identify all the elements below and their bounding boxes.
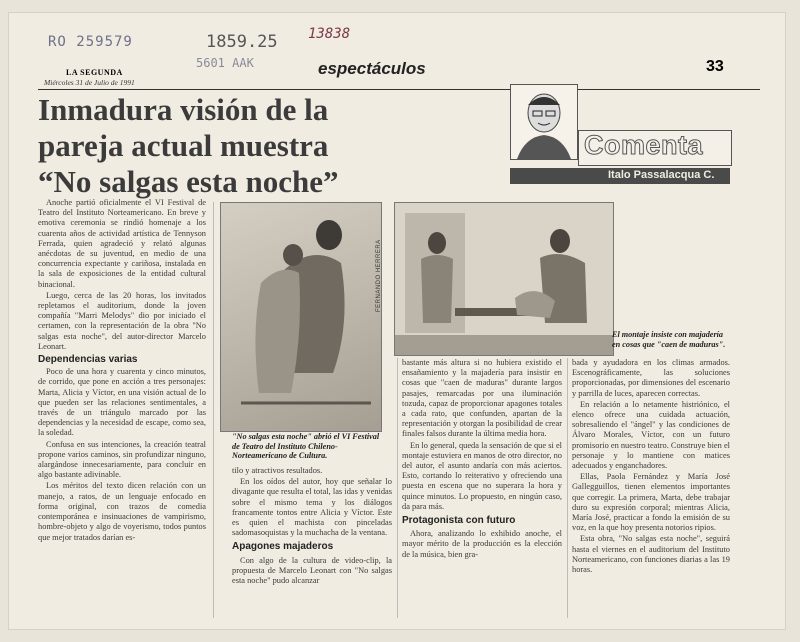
subhead-protagonista: Protagonista con futuro: [402, 515, 516, 527]
photo-2-figures: [395, 203, 613, 355]
column-rule-3: [567, 358, 568, 618]
col2-paragraph-2: En los oídos del autor, hoy que señalar lo divagante que resulta el total, las idas y venidas sobre el mismo tema y los diálogos francamente tontos entre Alicia y Víctor. Este es quien el machista con pinceladas sadomasoquistas y la muchacha de la ventana.: [232, 477, 392, 538]
headline-line-2: pareja actual muestra: [38, 128, 329, 163]
masthead-rule: [38, 89, 760, 90]
photo-1-caption: "No salgas esta noche" abrió el VI Festival de Teatro del Instituto Chileno-Norteamericano de Cultura.: [232, 432, 380, 460]
col1-paragraph-3: Poco de una hora y cuarenta y cinco minutos, de corrido, que pone en acción a tres personajes: Marta, Alicia y Víctor, en una visión actual de lo que pueden ser las relaciones sentimentales, a través de un triángulo marcado por las dependencias y la necesidad de escape, como sea, la soledad.: [38, 367, 206, 438]
photo-2-caption: El montaje insiste con majadería en cosas que "caen de maduras".: [612, 330, 726, 349]
photo-1-figures: [221, 203, 381, 431]
col2-paragraph-3: Con algo de la cultura de video-clip, la propuesta de Marcelo Leonart con "No salgas esta noche" pudo alcanzar: [232, 555, 392, 586]
column-rule-1: [213, 202, 214, 618]
col3-paragraph-3: Ahora, analizando lo exhibido anoche, el mayor mérito de la producción es la elección de la música, bien gra-: [402, 529, 562, 559]
article-column-2: [232, 466, 392, 618]
col4-paragraph-1: bada y ayudadora en los climas armados. Escenográficamente, las soluciones proporcionadas, por dimensiones del escenario y parrilla de luces, aparecen correctas.: [572, 358, 730, 398]
col4-paragraph-2: En relación a lo netamente histriónico, el elenco ofrece una cuidada actuación, sobresaliendo el "ángel" y las condiciones de Álvaro Morales, Víctor, con un futuro promisorio en nuestro teatro. Construye bien el personaje y lo mantiene con matices adecuados y enganchadores.: [572, 399, 730, 471]
photo-scene-1: [220, 202, 382, 432]
number-annotation-a: 1859.25: [206, 32, 278, 52]
comenta-label: Comenta: [584, 130, 704, 160]
issue-date: Miércoles 31 de Julio de 1991: [44, 78, 135, 87]
subhead-dependencias: Dependencias varias: [38, 354, 138, 366]
page-number: 33: [706, 58, 724, 75]
article-column-3: [402, 358, 562, 618]
col1-paragraph-4: Confusa en sus intenciones, la creación teatral propone varios caminos, sin profundizar ninguno, alargándose innecesariamente, para concluir en algo bastante adivinable.: [38, 439, 206, 480]
headline: [38, 92, 339, 200]
newspaper-name: LA SEGUNDA: [66, 68, 123, 77]
col1-paragraph-1: Anoche partió oficialmente el VI Festival de Teatro del Instituto Norteamericano. En breve y emotiva ceremonia se rindió homenaje a los cuarenta años de actividad artística de Tennyson Ferrada, quien agradeció y relató algunas anécdotas de su juventud, en medio de una concurrencia expectante y cariñosa, instalada en la sala de exposiciones de la entidad cultural binacional.: [38, 198, 206, 289]
columnist-portrait: [510, 84, 578, 160]
col1-paragraph-2: Luego, cerca de las 20 horas, los invitados repletamos el auditorium, donde la joven compañía "Marri Melodys" dio por iniciado el certamen, con la representación de la obra "No salgas esta noche", del autor-director Marcelo Leonart.: [38, 290, 206, 351]
headline-line-3: “No salgas esta noche”: [38, 164, 339, 199]
article-column-1: [38, 198, 206, 618]
photo-scene-2: [394, 202, 614, 356]
section-title: espectáculos: [318, 59, 426, 78]
col4-paragraph-3: Ellas, Paola Fernández y María José Gallegguillos, tienen elementos importantes que corregir. La primera, Marta, debe trabajar duro su expresión corporal; mientras Alicia, María José, practicar a fondo la emisión de su voz, en la que hoy presenta notorios ripios.: [572, 472, 730, 533]
subhead-apagones: Apagones majaderos: [232, 541, 334, 553]
col3-paragraph-2: En lo general, queda la sensación de que si el montaje estuviera en manos de otro director, no del autor, el asunto andaría con más aciertos. Esto, cortando lo reiterativo y ofreciendo una puesta en escena que no superara la hora y quince minutos. Lo propuesto, en ningún caso, da para más.: [402, 440, 562, 511]
column-rule-2: [397, 358, 398, 618]
portrait-sketch: [511, 85, 577, 159]
article-column-4: [572, 358, 730, 618]
col3-paragraph-1: bastante más altura si no hubiera existido el ensañamiento y la majadería para insistir en cosas que "caen de maduras" durante largos pasajes, remarcadas por una iluminación tozuda, capaz de proporcionar apagones totales a cada rato, que confunden, apartan de la representación y otorgan la posibilidad de crear finales falsos durante la última media hora.: [402, 358, 562, 439]
newspaper-clipping: [8, 12, 786, 630]
ref-code-annotation: RO 259579: [48, 34, 133, 50]
stamp-annotation: 5601 AAK: [196, 56, 254, 70]
photo-credit: FERNANDO HERRERA: [376, 239, 382, 312]
col2-paragraph-1: tilo y atractivos resultados.: [232, 466, 323, 475]
col1-paragraph-5: Los méritos del texto dicen relación con un manejo, a ratos, de un lenguaje enfocado en forma original, con trazos de comedia contemporánea e insinuaciones de vampirismo, hombre-objeto y algo de voyerismo, todos puntos que mejor tratados darían es-: [38, 481, 206, 542]
col4-paragraph-4: Esta obra, "No salgas esta noche", seguirá hasta el viernes en el auditorium del Instituto Norteamericano, con funciones diarias a las 19 horas.: [572, 534, 730, 575]
columnist-name: Italo Passalacqua C.: [608, 169, 715, 181]
headline-line-1: Inmadura visión de la: [38, 92, 329, 127]
number-annotation-b: 13838: [308, 26, 351, 42]
